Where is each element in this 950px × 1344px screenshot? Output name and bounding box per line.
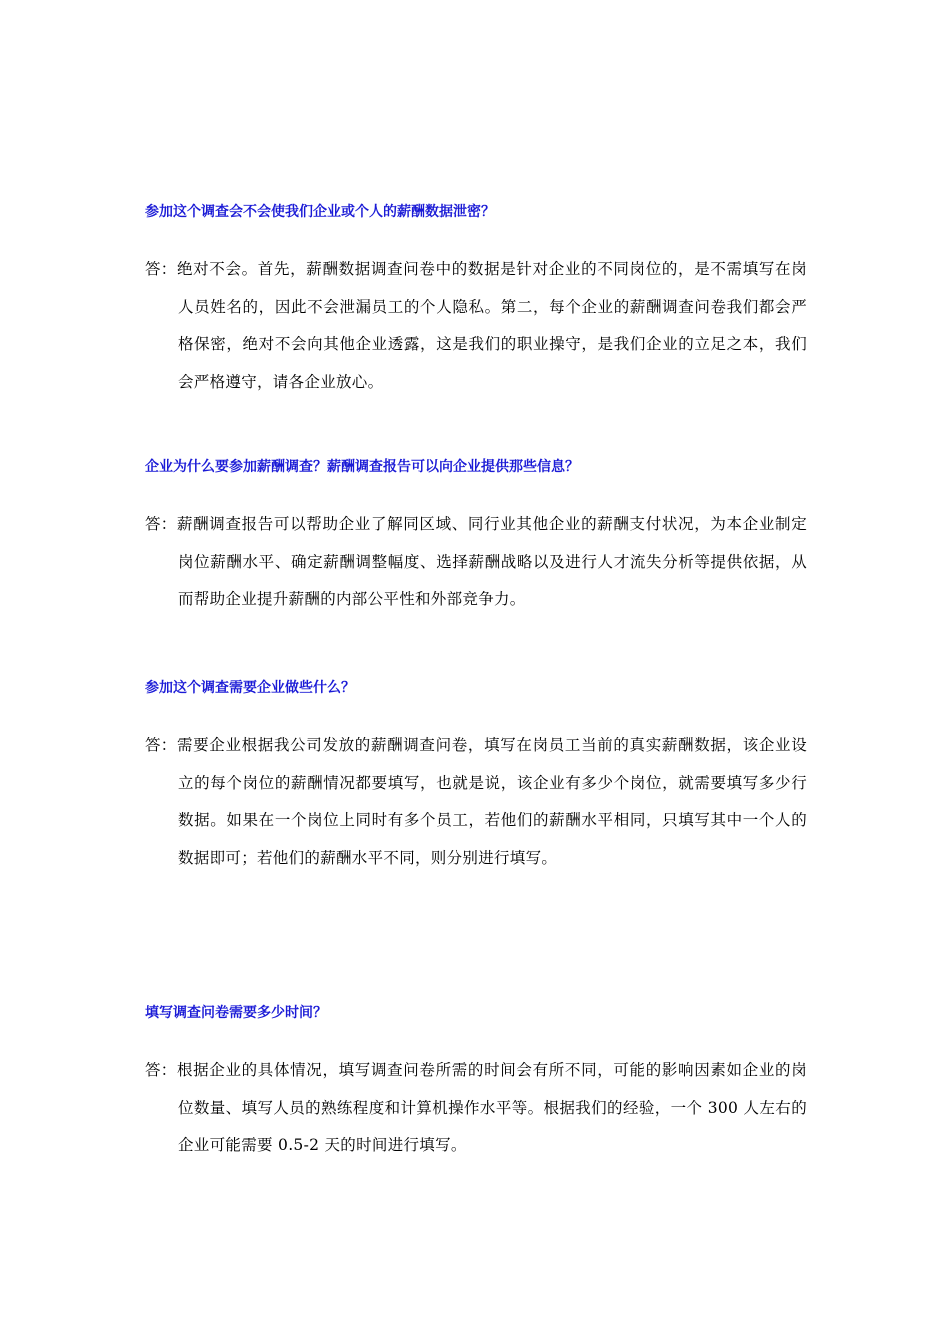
answer-text: 薪酬调查报告可以帮助企业了解同区域、同行业其他企业的薪酬支付状况，为本企业制定岗位薪酬水平、确定薪酬调整幅度、选择薪酬战略以及进行人才流失分析等提供依据，从而帮助企业提升薪酬的内部公平性和外部竞争力。	[176, 515, 807, 608]
faq-question: 参加这个调查会不会使我们企业或个人的薪酬数据泄密？	[145, 204, 495, 220]
faq-item-data-leak	[145, 202, 807, 401]
faq-answer	[145, 251, 807, 401]
answer-prefix: 答：	[145, 260, 177, 278]
faq-question: 填写调查问卷需要多少时间？	[145, 1005, 327, 1021]
faq-item-why-participate	[145, 457, 807, 619]
answer-prefix: 答：	[145, 736, 177, 754]
answer-prefix: 答：	[145, 515, 177, 533]
faq-question: 参加这个调查需要企业做些什么？	[145, 680, 355, 696]
faq-item-time-needed	[145, 1003, 807, 1165]
answer-text: 绝对不会。首先，薪酬数据调查问卷中的数据是针对企业的不同岗位的，是不需填写在岗人员姓名的，因此不会泄漏员工的个人隐私。第二，每个企业的薪酬调查问卷我们都会严格保密，绝对不会向其他企业透露，这是我们的职业操守，是我们企业的立足之本，我们会严格遵守，请各企业放心。	[176, 260, 807, 391]
answer-text: 需要企业根据我公司发放的薪酬调查问卷，填写在岗员工当前的真实薪酬数据，该企业设立的每个岗位的薪酬情况都要填写，也就是说，该企业有多少个岗位，就需要填写多少行数据。如果在一个岗位上同时有多个员工，若他们的薪酬水平相同，只填写其中一个人的数据即可；若他们的薪酬水平不同，则分别进行填写。	[176, 736, 807, 867]
faq-question: 企业为什么要参加薪酬调查？薪酬调查报告可以向企业提供那些信息？	[145, 459, 579, 475]
answer-prefix: 答：	[145, 1061, 177, 1079]
answer-text: 根据企业的具体情况，填写调查问卷所需的时间会有所不同，可能的影响因素如企业的岗位数量、填写人员的熟练程度和计算机操作水平等。根据我们的经验，一个 300 人左右的企业可能需要 0.5-2 天的时间进行填写。	[176, 1061, 807, 1154]
faq-item-what-to-do	[145, 678, 807, 877]
faq-answer	[145, 1052, 807, 1165]
faq-answer	[145, 727, 807, 877]
faq-answer	[145, 506, 807, 619]
